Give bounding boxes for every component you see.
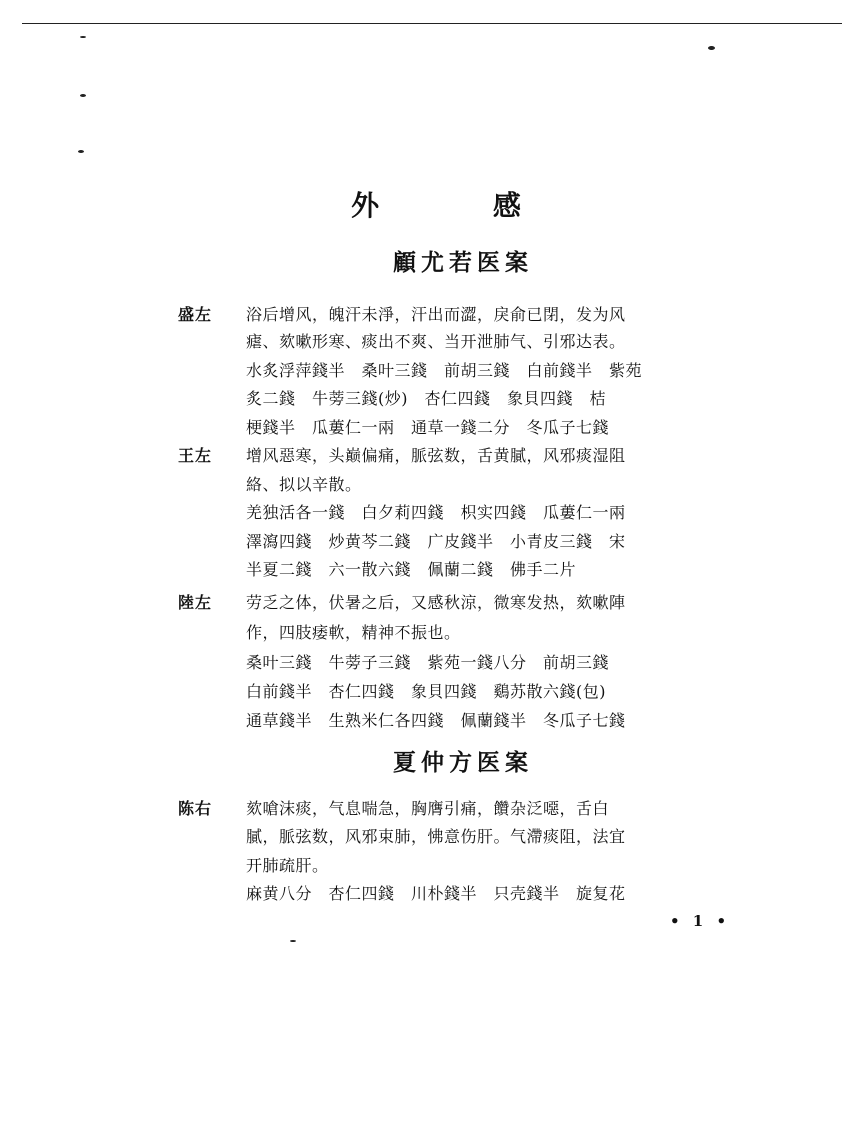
page-title: 外 感 — [351, 189, 573, 222]
prescription-line: 桑叶三錢 牛蒡子三錢 紫苑一錢八分 前胡三錢 — [246, 653, 610, 672]
case-text-line: 浴后增风，魄汗未淨，汗出而澀，戾俞已閉，发为风 — [246, 305, 626, 324]
page-number: • 1 • — [670, 912, 731, 930]
section-title-gu: 顧尤若医案 — [393, 249, 533, 276]
case-text-line: 絡、拟以辛散。 — [246, 475, 362, 494]
scan-speck — [80, 36, 86, 38]
scan-speck — [78, 150, 84, 153]
section-title-xia: 夏仲方医案 — [393, 749, 533, 776]
prescription-line: 水炙浮萍錢半 桑叶三錢 前胡三錢 白前錢半 紫苑 — [246, 361, 643, 380]
case-text-line: 增风惡寒，头巅偏痛，脈弦数，舌黄膩，风邪痰湿阻 — [246, 446, 626, 465]
case-text-line: 劳乏之体，伏暑之后，又感秋涼，微寒发热，欬嗽陣 — [246, 593, 626, 612]
prescription-line: 白前錢半 杏仁四錢 象貝四錢 鷄苏散六錢(包) — [246, 682, 606, 701]
case-label-lu: 陸左 — [178, 593, 213, 612]
prescription-line: 通草錢半 生熟米仁各四錢 佩蘭錢半 冬瓜子七錢 — [246, 711, 626, 730]
top-rule — [22, 23, 842, 24]
prescription-line: 澤瀉四錢 炒黄芩二錢 广皮錢半 小青皮三錢 宋 — [246, 532, 626, 551]
case-label-wang: 王左 — [178, 446, 213, 465]
case-text-line: 瘧、欬嗽形寒、痰出不爽、当开泄肺气、引邪达表。 — [246, 332, 626, 351]
case-text-line: 开肺疏肝。 — [246, 856, 329, 875]
case-label-chen: 陈右 — [178, 799, 213, 818]
case-text-line: 欬嗆沫痰，气息喘急，胸膺引痛，饡杂泛噁，舌白 — [246, 799, 610, 818]
scan-speck — [290, 940, 296, 942]
scan-speck — [708, 46, 715, 50]
prescription-line: 炙二錢 牛蒡三錢(炒) 杏仁四錢 象貝四錢 桔 — [246, 389, 606, 408]
prescription-line: 半夏二錢 六一散六錢 佩蘭二錢 佛手二片 — [246, 560, 577, 579]
case-text-line: 膩，脈弦数，风邪束肺，怫意伤肝。气滯痰阻，法宜 — [246, 827, 626, 846]
case-label-sheng: 盛左 — [178, 305, 213, 324]
scan-speck — [80, 94, 86, 97]
case-text-line: 作，四肢痿軟，精神不振也。 — [246, 623, 461, 642]
prescription-line: 梗錢半 瓜蔞仁一兩 通草一錢二分 冬瓜子七錢 — [246, 418, 610, 437]
prescription-line: 麻黄八分 杏仁四錢 川朴錢半 只壳錢半 旋复花 — [246, 884, 626, 903]
prescription-line: 羌独活各一錢 白夕莉四錢 枳实四錢 瓜蔞仁一兩 — [246, 503, 626, 522]
